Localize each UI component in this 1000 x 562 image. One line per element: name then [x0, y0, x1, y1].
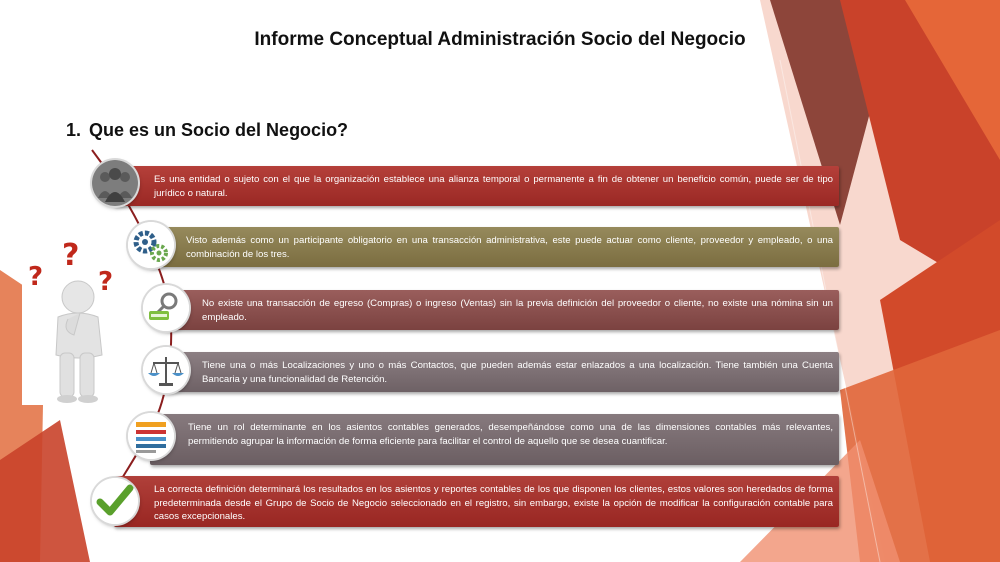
item-text: Tiene una o más Localizaciones y uno o más Contactos, que pueden además estar enlazados a una localización. Tiene también una Cuenta Bancaria y una funcionalidad de Retención.	[202, 360, 833, 385]
list-item-1	[114, 166, 839, 206]
item-text: La correcta definición determinará los resultados en los asientos y reportes contables de los que disponen los clientes, estos valores son heredados de forma predeterminada desde el Grupo de Socio de Negocio seleccionado en el registro, sin embargo, existe la opción de modificar la configuración contable para casos excepcionales.	[154, 484, 833, 522]
checklist-icon	[128, 413, 174, 459]
question-mark-center: ?	[62, 238, 80, 273]
page-title: Informe Conceptual Administración Socio del Negocio	[254, 29, 746, 50]
list-item-5	[150, 414, 839, 465]
heading-text: Que es un Socio del Negocio?	[89, 120, 349, 140]
checkmark-icon	[92, 478, 138, 524]
people-group-icon	[92, 160, 138, 206]
question-mark-left: ?	[28, 262, 44, 292]
item-text: Es una entidad o sujeto con el que la organización establece una alianza temporal o permanente a fin de obtener un beneficio común, puede ser de tipo jurídico o natural.	[154, 174, 833, 199]
list-item-6	[114, 476, 839, 527]
gears-icon	[128, 222, 174, 268]
item-text: Tiene un rol determinante en los asientos contables generados, desempeñándose como una de las dimensiones contables más relevantes, permitiendo agrupar la información de forma eficiente para facilitar el control de aquello que se desea cuantificar.	[188, 422, 833, 447]
thinking-person-illustration	[22, 235, 130, 405]
question-mark-right: ?	[98, 267, 114, 297]
item-text: Visto además como un participante obligatorio en una transacción administrativa, este puede actuar como cliente, proveedor y empleado, o una combinación de los tres.	[186, 235, 833, 260]
list-item-3	[166, 290, 839, 330]
balance-scale-icon	[143, 347, 189, 393]
section-heading	[66, 120, 348, 141]
list-item-2	[150, 227, 839, 267]
client-magnifier-icon	[143, 285, 189, 331]
list-item-4	[166, 352, 839, 392]
item-text: No existe una transacción de egreso (Compras) o ingreso (Ventas) sin la previa definición del proveedor o cliente, no existe una nómina sin un empleado.	[202, 298, 833, 323]
heading-number: 1.	[66, 120, 82, 140]
